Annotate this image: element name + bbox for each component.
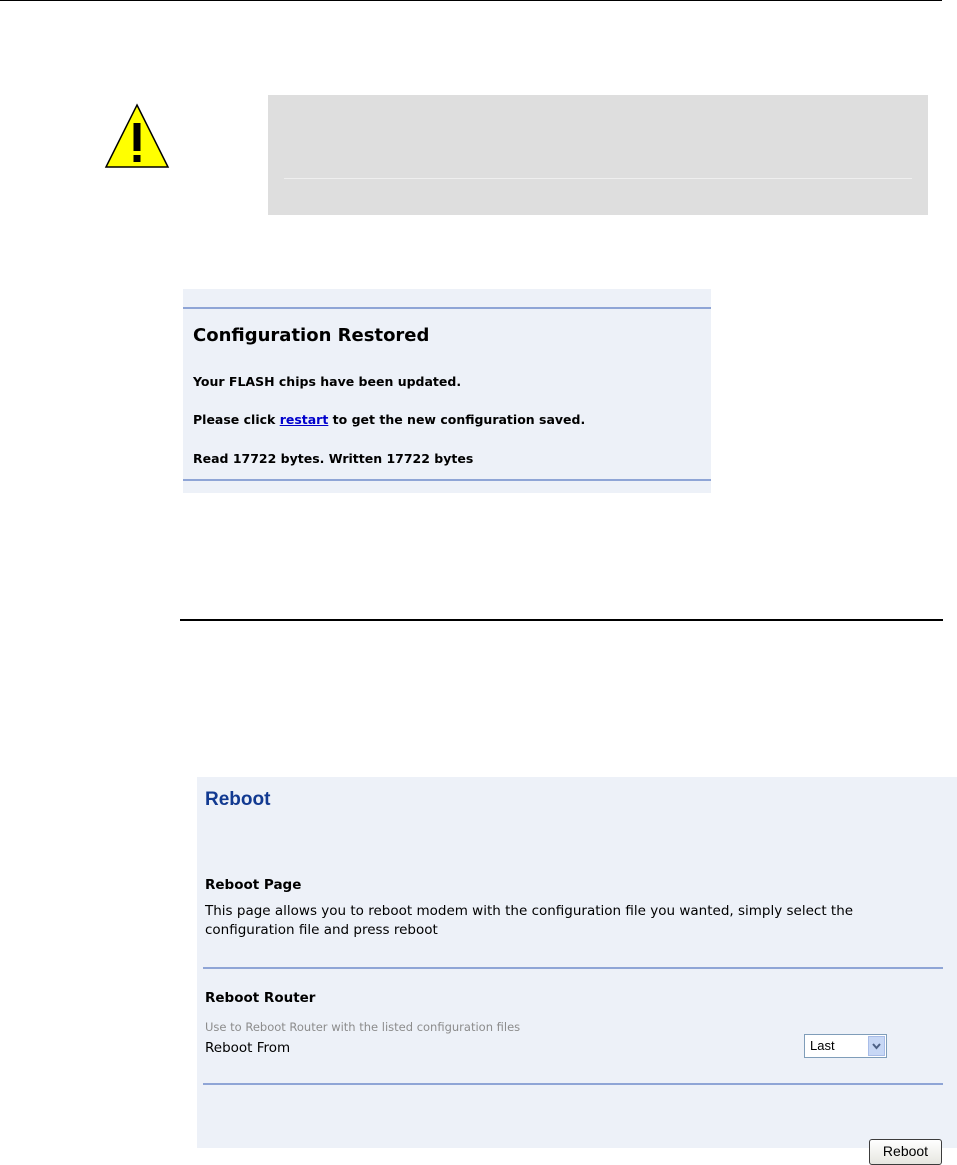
restart-text-before: Please click xyxy=(193,412,280,427)
restart-instruction xyxy=(193,412,585,427)
section-rule xyxy=(180,619,943,621)
restored-title: Configuration Restored xyxy=(193,325,430,346)
configuration-restored-panel xyxy=(183,289,711,493)
reboot-from-select[interactable] xyxy=(804,1034,887,1058)
chevron-down-icon[interactable] xyxy=(868,1036,885,1056)
reboot-from-label: Reboot From xyxy=(205,1040,291,1056)
top-rule xyxy=(0,0,942,1)
warning-box-divider xyxy=(284,178,912,179)
reboot-divider-bottom xyxy=(203,1083,943,1085)
reboot-panel xyxy=(197,777,957,1159)
reboot-router-heading: Reboot Router xyxy=(205,990,316,1006)
reboot-router-hint: Use to Reboot Router with the listed configuration files xyxy=(205,1020,521,1034)
reboot-button[interactable]: Reboot xyxy=(869,1139,942,1165)
flash-updated-text: Your FLASH chips have been updated. xyxy=(193,374,462,389)
reboot-from-value: Last xyxy=(810,1038,835,1053)
warning-triangle-icon xyxy=(104,103,170,169)
restart-link[interactable]: restart xyxy=(279,412,329,427)
reboot-title: Reboot xyxy=(205,789,271,810)
restart-text-after: to get the new configuration saved. xyxy=(328,412,586,427)
warning-note-box xyxy=(268,95,928,215)
bytes-status-text: Read 17722 bytes. Written 17722 bytes xyxy=(193,451,474,466)
reboot-page-heading: Reboot Page xyxy=(205,877,302,893)
reboot-divider-top xyxy=(203,967,943,969)
reboot-page-description: This page allows you to reboot modem with the configuration file you wanted, simply select the configuration file and press reboot xyxy=(205,903,854,938)
panel-top-rule xyxy=(183,307,711,309)
panel-bottom-rule xyxy=(183,479,711,481)
